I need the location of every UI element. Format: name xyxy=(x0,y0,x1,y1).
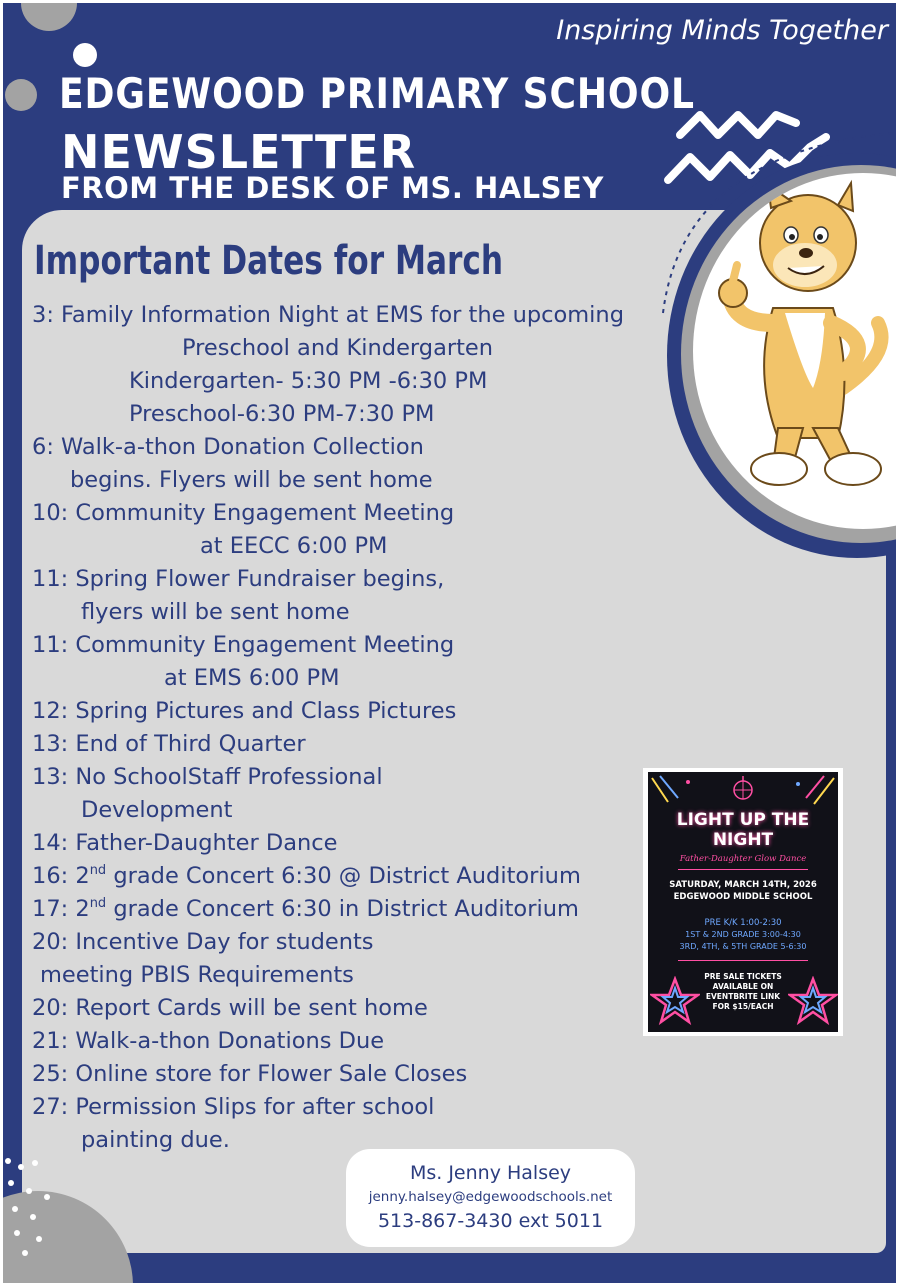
event-line: at EECC 6:00 PM xyxy=(200,533,388,559)
event-line: 14: Father-Daughter Dance xyxy=(32,830,338,856)
event-text-start: 16: 2 xyxy=(32,863,90,889)
event-line: meeting PBIS Requirements xyxy=(40,962,354,988)
from-desk-subtitle: FROM THE DESK OF MS. HALSEY xyxy=(61,171,604,205)
event-line: 12: Spring Pictures and Class Pictures xyxy=(32,698,457,724)
flyer-tickets-2: AVAILABLE ON xyxy=(712,982,774,991)
neon-star-icon xyxy=(650,976,700,1026)
event-line: Preschool and Kindergarten xyxy=(182,335,494,361)
event-line: 6: Walk-a-thon Donation Collection xyxy=(32,434,424,460)
tagline: Inspiring Minds Together xyxy=(556,15,888,46)
event-line: Preschool-6:30 PM-7:30 PM xyxy=(129,401,435,427)
event-line xyxy=(32,860,672,893)
event-line: 11: Spring Flower Fundraiser begins, xyxy=(32,566,445,592)
event-text-end: grade Concert 6:30 in District Auditorium xyxy=(106,896,579,922)
newsletter-page xyxy=(3,3,896,1283)
glow-dance-flyer xyxy=(643,768,843,1036)
decorative-circle-large xyxy=(21,3,77,31)
contact-card xyxy=(346,1149,635,1247)
flyer-venue: EDGEWOOD MIDDLE SCHOOL xyxy=(673,892,813,902)
flyer-tickets-4: FOR $15/EACH xyxy=(712,1002,774,1011)
ordinal-suffix: nd xyxy=(89,896,107,911)
contact-phone: 513-867-3430 ext 5011 xyxy=(377,1210,604,1232)
event-line: flyers will be sent home xyxy=(81,599,350,625)
event-line: begins. Flyers will be sent home xyxy=(70,467,433,493)
flyer-subtitle: Father-Daughter Glow Dance xyxy=(679,854,807,864)
contact-email[interactable]: jenny.halsey@edgewoodschools.net xyxy=(368,1189,613,1205)
event-line: 20: Incentive Day for students xyxy=(32,929,374,955)
flyer-tickets-1: PRE SALE TICKETS xyxy=(704,972,782,981)
flyer-background xyxy=(648,772,838,1032)
event-line xyxy=(32,893,672,926)
ordinal-suffix: nd xyxy=(89,863,107,878)
flyer-tickets-3: EVENTBRITE LINK xyxy=(705,992,781,1001)
event-line: 10: Community Engagement Meeting xyxy=(32,500,455,526)
neon-star-icon xyxy=(788,976,838,1026)
flyer-time-1: PRE K/K 1:00-2:30 xyxy=(704,918,782,928)
event-line: 11: Community Engagement Meeting xyxy=(32,632,455,658)
event-line: 21: Walk-a-thon Donations Due xyxy=(32,1028,385,1054)
flyer-date: SATURDAY, MARCH 14TH, 2026 xyxy=(669,880,817,890)
flyer-time-3: 3RD, 4TH, & 5TH GRADE 5-6:30 xyxy=(679,942,807,951)
decorative-dots xyxy=(3,1153,63,1283)
event-line: at EMS 6:00 PM xyxy=(164,665,340,691)
flyer-divider xyxy=(678,869,808,870)
event-line: 13: No SchoolStaff Professional xyxy=(32,764,383,790)
event-line: 25: Online store for Flower Sale Closes xyxy=(32,1061,468,1087)
event-text-start: 17: 2 xyxy=(32,896,90,922)
flyer-title-line1: LIGHT UP THE xyxy=(676,810,810,830)
event-line: 27: Permission Slips for after school xyxy=(32,1094,435,1120)
flyer-title-line2: NIGHT xyxy=(712,830,774,850)
events-list xyxy=(32,299,672,1157)
event-line: 20: Report Cards will be sent home xyxy=(32,995,428,1021)
flyer-divider-2 xyxy=(678,960,808,961)
newsletter-title: NEWSLETTER xyxy=(61,125,417,179)
decorative-circle-small-white xyxy=(73,43,97,67)
important-dates-heading: Important Dates for March xyxy=(34,238,504,284)
event-text-end: grade Concert 6:30 @ District Auditorium xyxy=(106,863,581,889)
contact-name: Ms. Jenny Halsey xyxy=(409,1162,572,1184)
flyer-time-2: 1ST & 2ND GRADE 3:00-4:30 xyxy=(685,930,801,939)
event-line: painting due. xyxy=(81,1127,230,1153)
event-line: 13: End of Third Quarter xyxy=(32,731,306,757)
neon-confetti-decoration xyxy=(648,772,838,812)
event-line: 3: Family Information Night at EMS for the upcoming xyxy=(32,302,624,328)
event-line: Development xyxy=(81,797,233,823)
school-name: EDGEWOOD PRIMARY SCHOOL xyxy=(59,69,695,118)
event-line: Kindergarten- 5:30 PM -6:30 PM xyxy=(129,368,488,394)
decorative-circle-gray xyxy=(5,79,37,111)
